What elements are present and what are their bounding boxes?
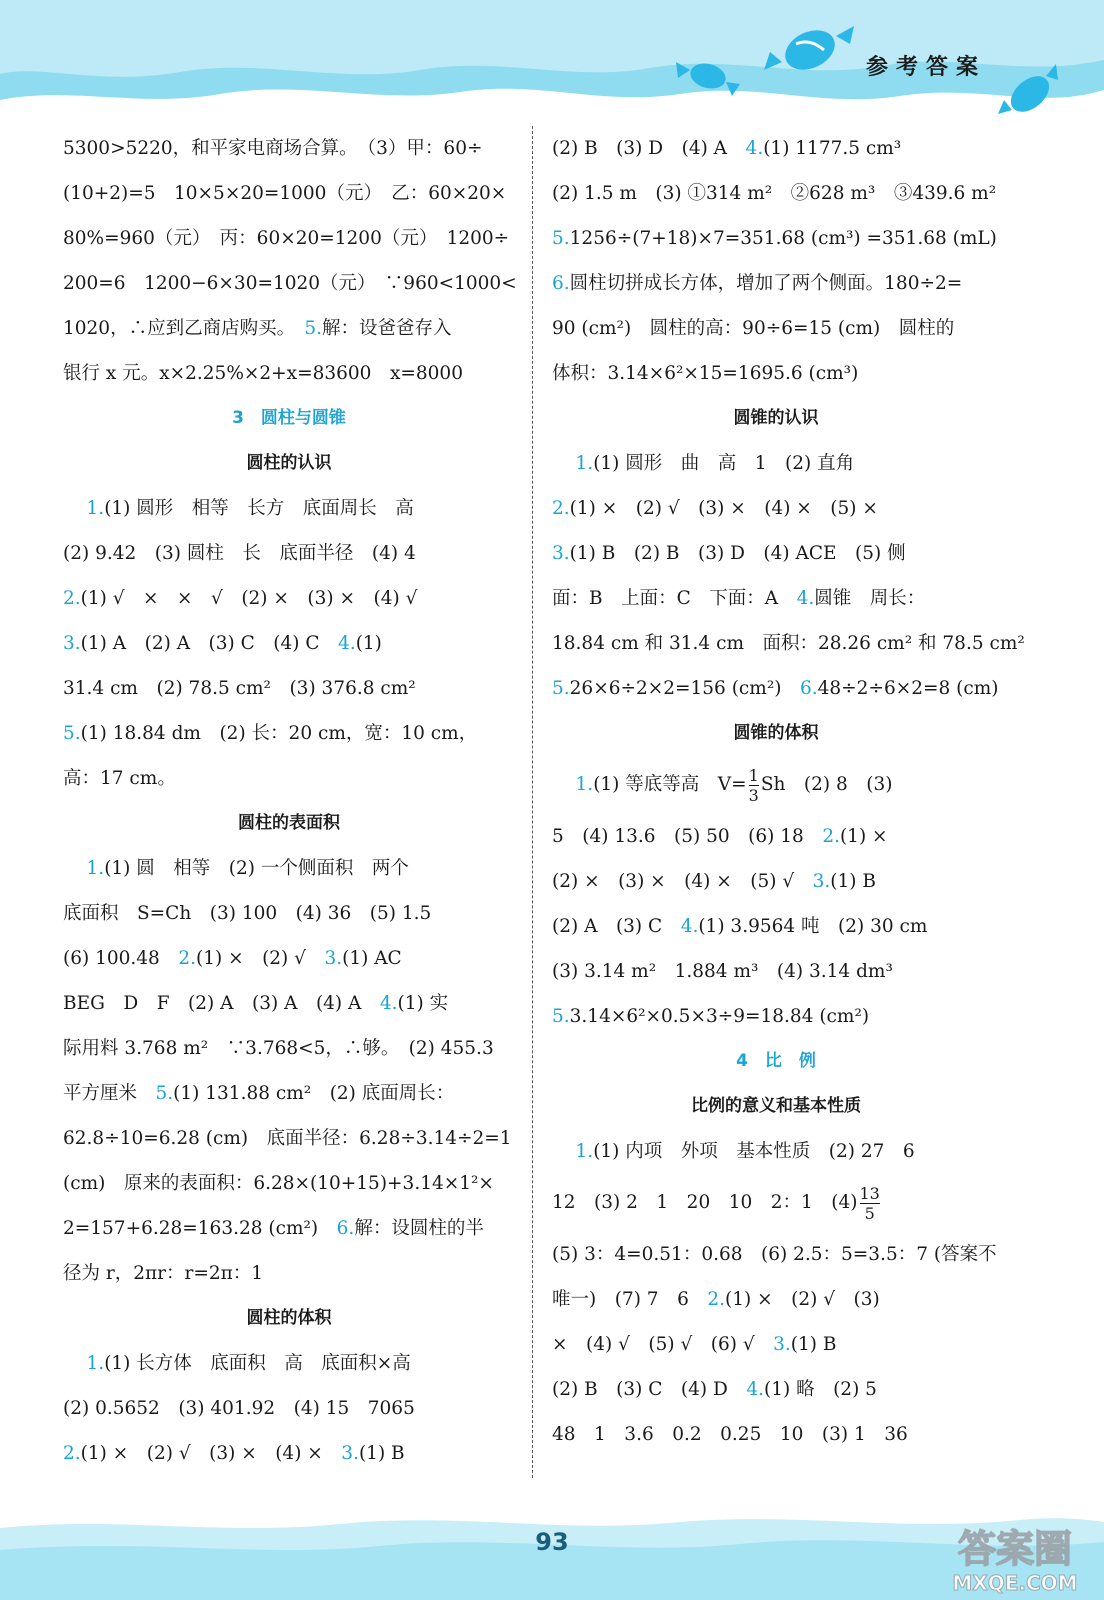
question-number: 2. xyxy=(63,588,81,609)
answer-line xyxy=(552,756,1000,814)
answer-line: 底面积 S=Ch (3) 100 (4) 36 (5) 1.5 xyxy=(63,903,432,924)
section-heading: 圆锥的认识 xyxy=(733,408,819,428)
answer-line: (2) 1.5 m (3) ①314 m² ②628 m³ ③439.6 m² xyxy=(552,183,997,204)
answer-text: (1) 圆 相等 (2) 一个侧面积 两个 xyxy=(104,858,409,879)
answer-line xyxy=(552,904,1000,949)
answer-line xyxy=(63,1341,515,1386)
answer-line xyxy=(552,814,1000,859)
question-number: 3. xyxy=(552,543,570,564)
answer-line xyxy=(552,531,1000,576)
answer-text: 圆锥 周长： xyxy=(814,588,926,609)
answer-text: (1) 3.9564 吨 (2) 30 cm xyxy=(698,916,928,937)
answer-line: 200=6 1200−6×30=1020（元） ∵960<1000< xyxy=(63,273,517,294)
watermark-url: MXQE.COM xyxy=(952,1571,1078,1595)
answer-text: (1) AC xyxy=(342,948,402,969)
answer-text: 48÷2÷6×2=8 (cm) xyxy=(817,678,999,699)
section-heading: 比例的意义和基本性质 xyxy=(691,1096,861,1116)
answer-text: (1) √ × × √ (2) × (3) × (4) √ xyxy=(80,588,418,609)
answer-line: 48 1 3.6 0.2 0.25 10 (3) 1 36 xyxy=(552,1424,908,1445)
answer-line: (5) 3：4=0.51：0.68 (6) 2.5：5=3.5：7 (答案不 xyxy=(552,1244,997,1265)
answer-line xyxy=(552,216,1000,261)
answer-line xyxy=(552,1129,1000,1174)
question-number: 5. xyxy=(552,228,570,249)
answer-line xyxy=(552,261,1000,306)
answer-line: (3) 3.14 m² 1.884 m³ (4) 3.14 dm³ xyxy=(552,961,893,982)
answer-line: 90 (cm²) 圆柱的高：90÷6=15 (cm) 圆柱的 xyxy=(552,318,955,339)
fraction xyxy=(860,1184,880,1223)
answer-text: (6) 100.48 xyxy=(63,948,179,969)
answer-text: (2) × (3) × (4) × (5) √ xyxy=(552,871,813,892)
watermark-text: 答案圈 xyxy=(957,1527,1073,1571)
answer-line xyxy=(552,1367,1000,1412)
question-number: 5. xyxy=(63,723,81,744)
answer-text: (1) × xyxy=(839,826,888,847)
answer-line: 高：17 cm。 xyxy=(63,768,176,789)
answer-text: (1) × (2) √ (3) × (4) × (5) × xyxy=(569,498,878,519)
answer-text: 5 (4) 13.6 (5) 50 (6) 18 xyxy=(552,826,823,847)
question-number: 1. xyxy=(575,774,594,795)
answer-line xyxy=(552,1174,1000,1232)
answer-line xyxy=(63,1071,515,1116)
question-number: 2. xyxy=(178,948,196,969)
answer-line: 体积：3.14×6²×15=1695.6 (cm³) xyxy=(552,363,859,384)
answer-text: 解：设爸爸存入 xyxy=(322,318,452,339)
answer-text: (1) B xyxy=(830,871,876,892)
answer-line xyxy=(63,846,515,891)
question-number: 3. xyxy=(341,1443,359,1464)
answer-text: (1) 1177.5 cm³ xyxy=(763,138,902,159)
answer-text: (1) × (2) √ (3) xyxy=(725,1289,880,1310)
fraction-numerator: 1 xyxy=(748,765,759,785)
question-number: 4. xyxy=(745,138,764,159)
answer-line: (cm) 原来的表面积：6.28×(10+15)+3.14×1²× xyxy=(63,1173,494,1194)
answer-text: 1020，∴应到乙商店购买。 xyxy=(63,318,305,339)
header-title: 参考答案 xyxy=(865,55,986,80)
fraction xyxy=(749,766,759,805)
answer-line xyxy=(552,859,1000,904)
answer-line: 80%=960（元） 丙：60×20=1200（元） 1200÷ xyxy=(63,228,510,249)
answer-line xyxy=(552,1277,1000,1322)
answer-text: (1) × (2) √ xyxy=(195,948,325,969)
answer-line: (10+2)=5 10×5×20=1000（元） 乙：60×20× xyxy=(63,183,507,204)
answer-line xyxy=(63,1206,515,1251)
answer-text: (1) B xyxy=(790,1334,837,1355)
answer-line: (2) 0.5652 (3) 401.92 (4) 15 7065 xyxy=(63,1398,415,1419)
answer-line xyxy=(552,126,1000,171)
answer-text: (1) 18.84 dm (2) 长：20 cm，宽：10 cm， xyxy=(80,723,478,744)
answer-text: 2=157+6.28=163.28 (cm²) xyxy=(63,1218,337,1239)
question-number: 6. xyxy=(552,273,570,294)
question-number: 2. xyxy=(63,1443,81,1464)
question-number: 5. xyxy=(304,318,322,339)
question-number: 3. xyxy=(773,1334,791,1355)
chapter-heading: 4 比 例 xyxy=(736,1051,816,1071)
question-number: 5. xyxy=(552,678,570,699)
answer-text: 12 (3) 2 1 20 10 2：1 (4) xyxy=(552,1192,858,1213)
answer-line: 银行 x 元。x×2.25%×2+x=83600 x=8000 xyxy=(63,363,463,384)
answer-line: 62.8÷10=6.28 (cm) 底面半径：6.28÷3.14÷2=1 xyxy=(63,1128,512,1149)
fraction-denominator: 5 xyxy=(860,1203,880,1223)
answer-text: (2) B (3) C (4) D xyxy=(552,1379,747,1400)
answer-text: (2) A (3) C xyxy=(552,916,681,937)
question-number: 4. xyxy=(796,588,815,609)
answer-line xyxy=(63,1431,515,1476)
question-number: 2. xyxy=(707,1289,726,1310)
answer-line xyxy=(63,576,515,621)
answer-text: Sh (2) 8 (3) xyxy=(760,774,893,795)
answer-text: 唯一) (7) 7 6 xyxy=(552,1289,708,1310)
left-column xyxy=(63,126,515,1476)
answer-line xyxy=(552,441,1000,486)
question-number: 4. xyxy=(379,993,398,1014)
answer-text: (1) 131.88 cm² (2) 底面周长： xyxy=(173,1083,455,1104)
answer-text: 面：B 上面：C 下面：A xyxy=(552,588,797,609)
section-heading: 圆柱的认识 xyxy=(246,453,332,473)
answer-line: 31.4 cm (2) 78.5 cm² (3) 376.8 cm² xyxy=(63,678,416,699)
answer-text: (2) B (3) D (4) A xyxy=(552,138,746,159)
column-divider xyxy=(532,126,533,1478)
answer-line xyxy=(552,576,1000,621)
page-header xyxy=(0,0,1104,120)
question-number: 4. xyxy=(338,633,356,654)
question-number: 6. xyxy=(336,1218,355,1239)
page-number: 93 xyxy=(535,1528,569,1556)
answer-text: (1) B (2) B (3) D (4) ACE (5) 侧 xyxy=(569,543,906,564)
fraction-denominator: 3 xyxy=(748,785,759,805)
answer-line xyxy=(63,621,515,666)
answer-line xyxy=(63,711,515,756)
answer-text: × (4) √ (5) √ (6) √ xyxy=(552,1334,774,1355)
answer-text: BEG D F (2) A (3) A (4) A xyxy=(63,993,380,1014)
answer-text: (1) 圆形 曲 高 1 (2) 直角 xyxy=(593,453,855,474)
question-number: 1. xyxy=(86,498,105,519)
answer-line: (2) 9.42 (3) 圆柱 长 底面半径 (4) 4 xyxy=(63,543,416,564)
answer-text: 圆柱切拼成长方体，增加了两个侧面。180÷2= xyxy=(569,273,963,294)
answer-text: (1) B xyxy=(358,1443,405,1464)
answer-line xyxy=(63,981,515,1026)
question-number: 1. xyxy=(575,453,594,474)
answer-text: 26×6÷2×2=156 (cm²) xyxy=(569,678,800,699)
question-number: 2. xyxy=(552,498,570,519)
answer-text: 平方厘米 xyxy=(63,1083,156,1104)
answer-text: 3.14×6²×0.5×3÷9=18.84 (cm²) xyxy=(569,1006,870,1027)
section-heading: 圆锥的体积 xyxy=(733,723,819,743)
answer-line xyxy=(552,994,1000,1039)
question-number: 3. xyxy=(63,633,81,654)
right-column xyxy=(552,126,1025,1457)
chapter-heading: 3 圆柱与圆锥 xyxy=(232,408,346,428)
answer-text: (1) xyxy=(355,633,382,654)
answer-line: 18.84 cm 和 31.4 cm 面积：28.26 cm² 和 78.5 cm² xyxy=(552,633,1025,654)
question-number: 4. xyxy=(680,916,699,937)
answer-text: (1) × (2) √ (3) × (4) × xyxy=(80,1443,342,1464)
section-heading: 圆柱的体积 xyxy=(246,1308,332,1328)
answer-text: (1) 等底等高 V= xyxy=(593,774,747,795)
answer-text: 1256÷(7+18)×7=351.68 (cm³) =351.68 (mL) xyxy=(569,228,997,249)
question-number: 3. xyxy=(812,871,831,892)
answer-text: 解：设圆柱的半 xyxy=(354,1218,484,1239)
answer-line xyxy=(552,1322,1000,1367)
question-number: 1. xyxy=(86,858,105,879)
answer-text: (1) 长方体 底面积 高 底面积×高 xyxy=(104,1353,411,1374)
answer-line xyxy=(552,666,1000,711)
question-number: 3. xyxy=(324,948,343,969)
answer-text: (1) 略 (2) 5 xyxy=(764,1379,877,1400)
answer-line xyxy=(63,936,515,981)
answer-line xyxy=(552,486,1000,531)
answer-text: (1) A (2) A (3) C (4) C xyxy=(80,633,339,654)
question-number: 6. xyxy=(799,678,818,699)
question-number: 2. xyxy=(822,826,840,847)
fraction-numerator: 13 xyxy=(859,1183,880,1203)
answer-line: 5300>5220，和平家电商场合算。 （3）甲：60÷ xyxy=(63,138,483,159)
section-heading: 圆柱的表面积 xyxy=(238,813,340,833)
answer-text: (1) 实 xyxy=(397,993,449,1014)
question-number: 5. xyxy=(155,1083,174,1104)
question-number: 1. xyxy=(575,1141,594,1162)
answer-text: (1) 圆形 相等 长方 底面周长 高 xyxy=(104,498,414,519)
answer-line: 径为 r，2πr：r=2π：1 xyxy=(63,1263,264,1284)
answer-line xyxy=(63,486,515,531)
answer-text: (1) 内项 外项 基本性质 (2) 27 6 xyxy=(593,1141,915,1162)
answer-line: 际用料 3.768 m² ∵3.768<5，∴够。 (2) 455.3 xyxy=(63,1038,494,1059)
watermark-logo xyxy=(940,1518,1090,1596)
question-number: 4. xyxy=(746,1379,764,1400)
answer-line xyxy=(63,306,515,351)
question-number: 5. xyxy=(552,1006,570,1027)
question-number: 1. xyxy=(86,1353,105,1374)
